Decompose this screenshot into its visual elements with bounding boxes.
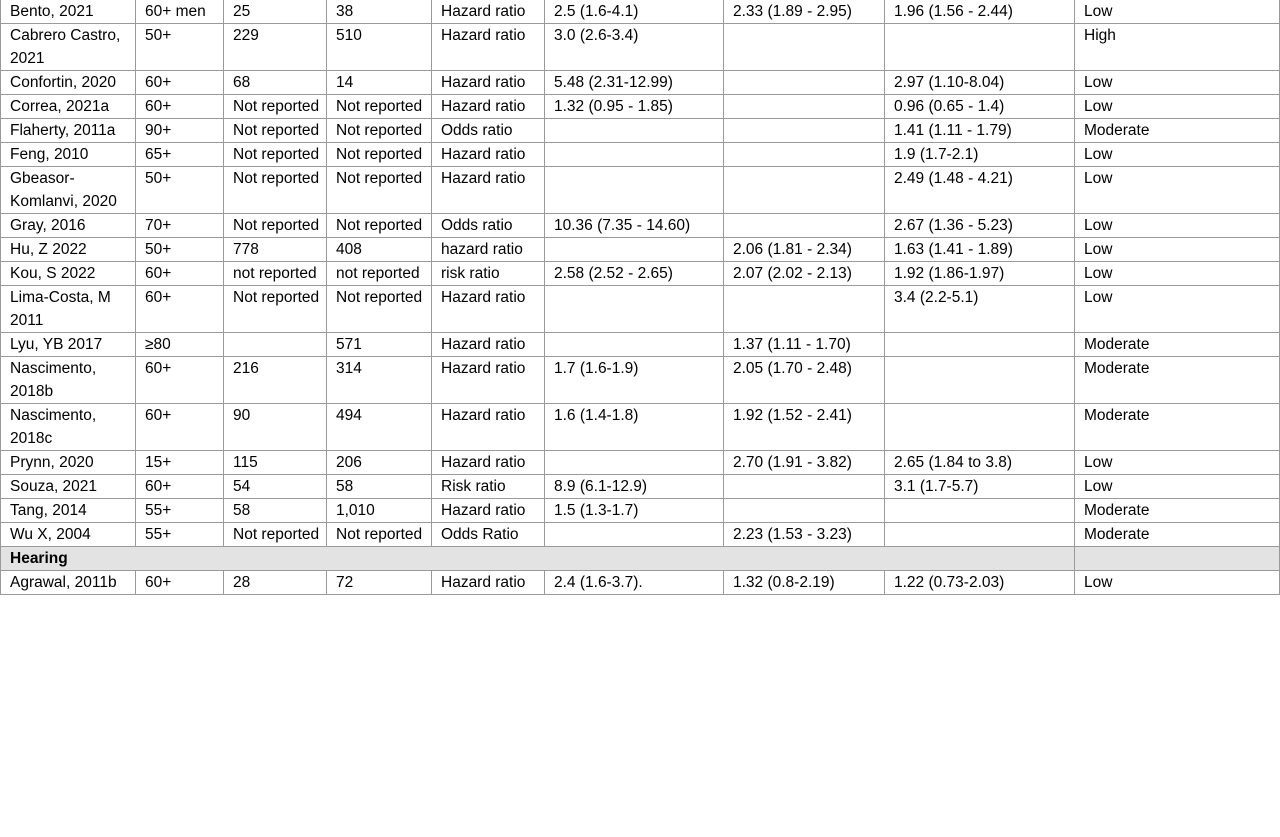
- study-cell: Gray, 2016: [1, 214, 136, 238]
- estimate-1-cell: 1.5 (1.3-1.7): [545, 499, 724, 523]
- measure-type-cell: hazard ratio: [432, 238, 545, 262]
- estimate-3-cell: 1.92 (1.86-1.97): [885, 262, 1075, 286]
- estimate-2-cell: [724, 286, 885, 333]
- controls-cell: Not reported: [327, 95, 432, 119]
- estimate-1-cell: [545, 167, 724, 214]
- cases-cell: 28: [224, 571, 327, 595]
- age-cell: 70+: [136, 214, 224, 238]
- controls-cell: Not reported: [327, 523, 432, 547]
- age-cell: 60+: [136, 404, 224, 451]
- estimate-3-cell: [885, 523, 1075, 547]
- risk-of-bias-cell: Low: [1075, 167, 1280, 214]
- age-cell: 60+: [136, 95, 224, 119]
- estimate-3-cell: [885, 24, 1075, 71]
- estimate-2-cell: [724, 119, 885, 143]
- estimate-1-cell: [545, 238, 724, 262]
- estimate-1-cell: 1.32 (0.95 - 1.85): [545, 95, 724, 119]
- measure-type-cell: Hazard ratio: [432, 286, 545, 333]
- cases-cell: not reported: [224, 262, 327, 286]
- study-cell: Correa, 2021a: [1, 95, 136, 119]
- risk-of-bias-cell: Low: [1075, 262, 1280, 286]
- cases-cell: 229: [224, 24, 327, 71]
- measure-type-cell: Risk ratio: [432, 475, 545, 499]
- study-cell: Confortin, 2020: [1, 71, 136, 95]
- estimate-2-cell: 2.05 (1.70 - 2.48): [724, 357, 885, 404]
- measure-type-cell: Hazard ratio: [432, 167, 545, 214]
- controls-cell: 510: [327, 24, 432, 71]
- estimate-1-cell: 3.0 (2.6-3.4): [545, 24, 724, 71]
- measure-type-cell: Hazard ratio: [432, 24, 545, 71]
- measure-type-cell: Hazard ratio: [432, 0, 545, 24]
- study-cell: Souza, 2021: [1, 475, 136, 499]
- estimate-1-cell: 8.9 (6.1-12.9): [545, 475, 724, 499]
- risk-of-bias-cell: Moderate: [1075, 119, 1280, 143]
- controls-cell: 314: [327, 357, 432, 404]
- estimate-1-cell: [545, 286, 724, 333]
- table-row: [1, 286, 1280, 333]
- risk-of-bias-cell: Low: [1075, 475, 1280, 499]
- section-label: Hearing: [1, 547, 1075, 571]
- measure-type-cell: Hazard ratio: [432, 143, 545, 167]
- age-cell: 60+: [136, 357, 224, 404]
- estimate-2-cell: 2.07 (2.02 - 2.13): [724, 262, 885, 286]
- estimate-2-cell: 2.33 (1.89 - 2.95): [724, 0, 885, 24]
- table-row: [1, 143, 1280, 167]
- estimate-1-cell: [545, 523, 724, 547]
- age-cell: 60+: [136, 262, 224, 286]
- cases-cell: [224, 333, 327, 357]
- measure-type-cell: Hazard ratio: [432, 404, 545, 451]
- controls-cell: 14: [327, 71, 432, 95]
- table-row: [1, 262, 1280, 286]
- cases-cell: Not reported: [224, 214, 327, 238]
- measure-type-cell: Hazard ratio: [432, 95, 545, 119]
- risk-of-bias-cell: Moderate: [1075, 499, 1280, 523]
- controls-cell: 38: [327, 0, 432, 24]
- estimate-3-cell: 2.67 (1.36 - 5.23): [885, 214, 1075, 238]
- estimate-3-cell: 3.4 (2.2-5.1): [885, 286, 1075, 333]
- estimate-3-cell: 3.1 (1.7-5.7): [885, 475, 1075, 499]
- table-row: [1, 404, 1280, 451]
- table-row: [1, 167, 1280, 214]
- estimate-3-cell: 1.41 (1.11 - 1.79): [885, 119, 1075, 143]
- estimate-2-cell: [724, 167, 885, 214]
- risk-of-bias-cell: Low: [1075, 451, 1280, 475]
- age-cell: 60+: [136, 286, 224, 333]
- controls-cell: 206: [327, 451, 432, 475]
- study-cell: Gbeasor-Komlanvi, 2020: [1, 167, 136, 214]
- table-row: [1, 357, 1280, 404]
- table-row: [1, 119, 1280, 143]
- age-cell: 60+: [136, 475, 224, 499]
- table-row: [1, 95, 1280, 119]
- table-row: [1, 0, 1280, 24]
- study-cell: Hu, Z 2022: [1, 238, 136, 262]
- controls-cell: 571: [327, 333, 432, 357]
- study-cell: Nascimento, 2018c: [1, 404, 136, 451]
- risk-of-bias-cell: Low: [1075, 286, 1280, 333]
- table-row: [1, 451, 1280, 475]
- estimate-3-cell: 2.65 (1.84 to 3.8): [885, 451, 1075, 475]
- estimate-3-cell: [885, 357, 1075, 404]
- estimate-3-cell: [885, 499, 1075, 523]
- study-cell: Prynn, 2020: [1, 451, 136, 475]
- measure-type-cell: Odds Ratio: [432, 523, 545, 547]
- section-blank-cell: [1075, 547, 1280, 571]
- estimate-2-cell: [724, 499, 885, 523]
- estimate-1-cell: 2.5 (1.6-4.1): [545, 0, 724, 24]
- controls-cell: not reported: [327, 262, 432, 286]
- study-cell: Kou, S 2022: [1, 262, 136, 286]
- study-cell: Wu X, 2004: [1, 523, 136, 547]
- study-cell: Lyu, YB 2017: [1, 333, 136, 357]
- risk-of-bias-cell: Low: [1075, 571, 1280, 595]
- estimate-3-cell: 1.22 (0.73-2.03): [885, 571, 1075, 595]
- cases-cell: Not reported: [224, 143, 327, 167]
- estimate-2-cell: [724, 24, 885, 71]
- measure-type-cell: Hazard ratio: [432, 357, 545, 404]
- measure-type-cell: risk ratio: [432, 262, 545, 286]
- risk-of-bias-cell: Low: [1075, 238, 1280, 262]
- estimate-2-cell: 2.23 (1.53 - 3.23): [724, 523, 885, 547]
- measure-type-cell: Hazard ratio: [432, 571, 545, 595]
- cases-cell: 778: [224, 238, 327, 262]
- estimate-3-cell: 2.49 (1.48 - 4.21): [885, 167, 1075, 214]
- risk-of-bias-cell: Low: [1075, 143, 1280, 167]
- controls-cell: 72: [327, 571, 432, 595]
- study-cell: Agrawal, 2011b: [1, 571, 136, 595]
- cases-cell: 68: [224, 71, 327, 95]
- estimate-3-cell: 1.96 (1.56 - 2.44): [885, 0, 1075, 24]
- estimate-1-cell: 2.4 (1.6-3.7).: [545, 571, 724, 595]
- controls-cell: 494: [327, 404, 432, 451]
- table-row: [1, 499, 1280, 523]
- risk-of-bias-cell: Low: [1075, 214, 1280, 238]
- estimate-2-cell: [724, 475, 885, 499]
- estimate-1-cell: [545, 451, 724, 475]
- age-cell: 50+: [136, 24, 224, 71]
- risk-of-bias-cell: High: [1075, 24, 1280, 71]
- estimate-3-cell: 2.97 (1.10-8.04): [885, 71, 1075, 95]
- cases-cell: 58: [224, 499, 327, 523]
- measure-type-cell: Hazard ratio: [432, 499, 545, 523]
- table-row: [1, 24, 1280, 71]
- cases-cell: Not reported: [224, 119, 327, 143]
- age-cell: 50+: [136, 167, 224, 214]
- cases-cell: 115: [224, 451, 327, 475]
- estimate-1-cell: [545, 143, 724, 167]
- controls-cell: 1,010: [327, 499, 432, 523]
- estimate-2-cell: 1.92 (1.52 - 2.41): [724, 404, 885, 451]
- measure-type-cell: Hazard ratio: [432, 71, 545, 95]
- controls-cell: 408: [327, 238, 432, 262]
- controls-cell: 58: [327, 475, 432, 499]
- controls-cell: Not reported: [327, 286, 432, 333]
- measure-type-cell: Odds ratio: [432, 119, 545, 143]
- estimate-3-cell: [885, 333, 1075, 357]
- estimate-2-cell: [724, 95, 885, 119]
- estimate-2-cell: 1.37 (1.11 - 1.70): [724, 333, 885, 357]
- measure-type-cell: Hazard ratio: [432, 451, 545, 475]
- cases-cell: Not reported: [224, 167, 327, 214]
- cases-cell: 54: [224, 475, 327, 499]
- estimate-3-cell: 1.9 (1.7-2.1): [885, 143, 1075, 167]
- estimate-2-cell: 2.06 (1.81 - 2.34): [724, 238, 885, 262]
- risk-of-bias-cell: Low: [1075, 95, 1280, 119]
- estimate-1-cell: [545, 333, 724, 357]
- study-cell: Nascimento, 2018b: [1, 357, 136, 404]
- table-body: [1, 0, 1280, 595]
- estimate-1-cell: 5.48 (2.31-12.99): [545, 71, 724, 95]
- controls-cell: Not reported: [327, 119, 432, 143]
- age-cell: 55+: [136, 523, 224, 547]
- age-cell: 55+: [136, 499, 224, 523]
- risk-of-bias-cell: Low: [1075, 0, 1280, 24]
- estimate-2-cell: 2.70 (1.91 - 3.82): [724, 451, 885, 475]
- risk-of-bias-cell: Low: [1075, 71, 1280, 95]
- table-row: [1, 238, 1280, 262]
- estimate-2-cell: [724, 143, 885, 167]
- estimate-1-cell: [545, 119, 724, 143]
- age-cell: 90+: [136, 119, 224, 143]
- table-row: [1, 571, 1280, 595]
- table-row: [1, 214, 1280, 238]
- estimate-3-cell: 1.63 (1.41 - 1.89): [885, 238, 1075, 262]
- age-cell: 60+ men: [136, 0, 224, 24]
- study-cell: Feng, 2010: [1, 143, 136, 167]
- section-header-row: [1, 547, 1280, 571]
- age-cell: ≥80: [136, 333, 224, 357]
- age-cell: 60+: [136, 71, 224, 95]
- estimate-2-cell: 1.32 (0.8-2.19): [724, 571, 885, 595]
- cases-cell: Not reported: [224, 523, 327, 547]
- study-cell: Cabrero Castro, 2021: [1, 24, 136, 71]
- study-cell: Tang, 2014: [1, 499, 136, 523]
- cases-cell: 90: [224, 404, 327, 451]
- cases-cell: Not reported: [224, 286, 327, 333]
- estimate-3-cell: [885, 404, 1075, 451]
- risk-of-bias-cell: Moderate: [1075, 333, 1280, 357]
- table-row: [1, 523, 1280, 547]
- estimate-2-cell: [724, 214, 885, 238]
- measure-type-cell: Hazard ratio: [432, 333, 545, 357]
- table-row: [1, 71, 1280, 95]
- age-cell: 65+: [136, 143, 224, 167]
- estimate-1-cell: 1.7 (1.6-1.9): [545, 357, 724, 404]
- estimate-3-cell: 0.96 (0.65 - 1.4): [885, 95, 1075, 119]
- age-cell: 15+: [136, 451, 224, 475]
- measure-type-cell: Odds ratio: [432, 214, 545, 238]
- table-row: [1, 333, 1280, 357]
- controls-cell: Not reported: [327, 143, 432, 167]
- cases-cell: 25: [224, 0, 327, 24]
- estimate-1-cell: 2.58 (2.52 - 2.65): [545, 262, 724, 286]
- age-cell: 50+: [136, 238, 224, 262]
- age-cell: 60+: [136, 571, 224, 595]
- estimate-1-cell: 1.6 (1.4-1.8): [545, 404, 724, 451]
- study-cell: Flaherty, 2011a: [1, 119, 136, 143]
- estimate-2-cell: [724, 71, 885, 95]
- table-row: [1, 475, 1280, 499]
- controls-cell: Not reported: [327, 214, 432, 238]
- risk-of-bias-cell: Moderate: [1075, 404, 1280, 451]
- risk-of-bias-cell: Moderate: [1075, 523, 1280, 547]
- study-cell: Lima-Costa, M 2011: [1, 286, 136, 333]
- cases-cell: Not reported: [224, 95, 327, 119]
- study-cell: Bento, 2021: [1, 0, 136, 24]
- risk-of-bias-cell: Moderate: [1075, 357, 1280, 404]
- cases-cell: 216: [224, 357, 327, 404]
- controls-cell: Not reported: [327, 167, 432, 214]
- estimate-1-cell: 10.36 (7.35 - 14.60): [545, 214, 724, 238]
